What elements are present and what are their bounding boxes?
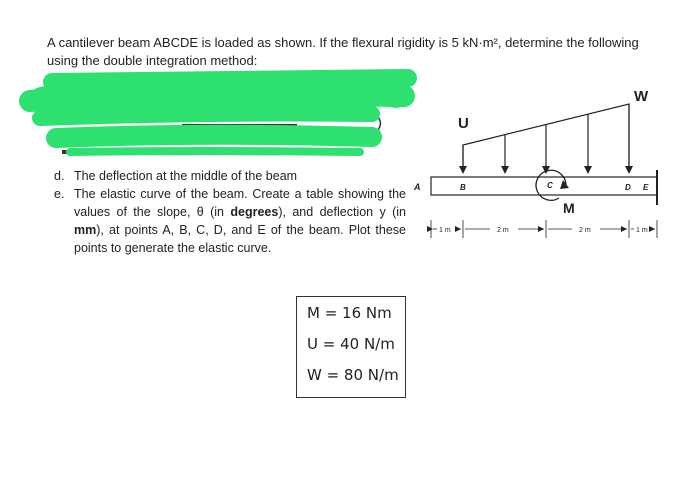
- dimension-label: 2 m: [497, 227, 509, 234]
- given-moment: M = 16 Nm: [307, 304, 392, 322]
- dimension-label: 2 m: [579, 227, 591, 234]
- item-letter: e.: [54, 187, 65, 201]
- problem-statement: A cantilever beam ABCDE is loaded as shown. If the flexural rigidity is 5 kN·m², determine the following using the double integration method:: [47, 35, 639, 68]
- item-text: The deflection at the middle of the beam: [74, 169, 298, 183]
- item-letter: d.: [54, 169, 65, 183]
- dimension-label: 1 m: [636, 227, 648, 234]
- point-label-c: C: [547, 181, 553, 190]
- point-label-d: D: [625, 183, 631, 192]
- label-m: M: [563, 200, 575, 216]
- given-w-load: W = 80 N/m: [307, 366, 399, 384]
- dimension-label: 1 m: [439, 227, 451, 234]
- point-label-e: E: [643, 183, 649, 192]
- label-u: U: [458, 115, 469, 132]
- point-label-a: A: [414, 182, 421, 192]
- given-u-load: U = 40 N/m: [307, 335, 395, 353]
- label-w: W: [634, 88, 649, 105]
- given-values-box: [296, 296, 406, 398]
- item-text: The elastic curve of the beam. Create a table showing the values of the slope, θ (in degrees), and deflection y (in mm), at points A, B, C, D, and E of the beam. Plot these points to generate the elastic curve.: [74, 187, 406, 255]
- point-label-b: B: [460, 183, 466, 192]
